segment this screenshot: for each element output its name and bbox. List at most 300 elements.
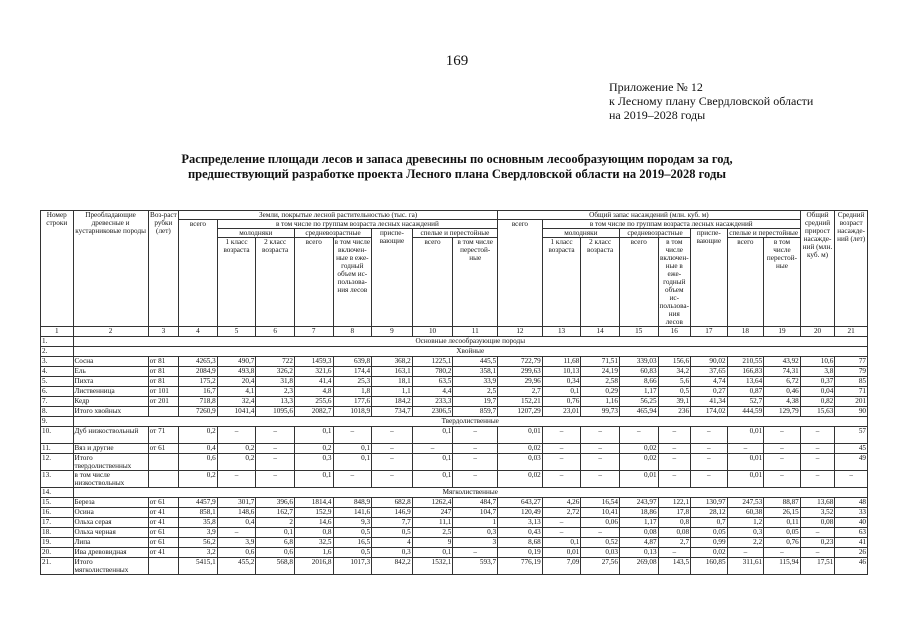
value-cell: 233,3 [412,397,453,407]
header-young-c1: 1 класс возраста [217,238,256,327]
value-cell: 0,1 [256,528,295,538]
value-cell: 842,2 [372,558,413,575]
header-maturing: приспе-вающие [372,229,413,327]
appendix-line-1: Приложение № 12 [609,80,703,94]
value-cell: 0,23 [800,538,835,548]
forest-area-stock-table [40,210,868,575]
value-cell: – [658,471,691,488]
value-cell: 56,25 [619,397,658,407]
value-cell: 0,02 [619,454,658,471]
value-cell: 31,8 [256,377,295,387]
value-cell: 0,01 [727,454,764,471]
table-row [41,518,868,528]
section-row [41,337,868,347]
value-cell: 848,9 [333,498,372,508]
header-s-young-c2: 2 класс возраста [581,238,620,327]
value-cell: – [372,471,413,488]
header-row-number: Номер строки [41,211,74,327]
cutting-age: от 61 [148,538,178,548]
value-cell: – [217,528,256,538]
value-cell: 1017,3 [333,558,372,575]
value-cell: 0,34 [542,377,581,387]
value-cell: 210,55 [727,357,764,367]
row-number: 5. [41,377,74,387]
value-cell: 8,66 [619,377,658,387]
value-cell: 0,82 [800,397,835,407]
value-cell: 23,01 [542,407,581,417]
value-cell: 90,02 [691,357,728,367]
value-cell: 255,6 [294,397,333,407]
value-cell: 859,7 [453,407,498,417]
value-cell: 465,94 [619,407,658,417]
value-cell: 28,12 [691,508,728,518]
species-name: Лиственница [73,387,148,397]
header-middle: средневозрастные [294,229,371,238]
section-row [41,488,868,498]
row-number: 4. [41,367,74,377]
value-cell: 184,2 [372,397,413,407]
value-cell: – [658,454,691,471]
value-cell: 321,6 [294,367,333,377]
value-cell: 40 [835,518,868,528]
cutting-age: от 71 [148,427,178,444]
value-cell: 2,7 [498,387,543,397]
value-cell: 0,2 [294,444,333,454]
value-cell: 358,1 [453,367,498,377]
value-cell: 247,53 [727,498,764,508]
value-cell: 643,27 [498,498,543,508]
value-cell: 311,61 [727,558,764,575]
value-cell: 0,29 [581,387,620,397]
row-number: 1. [41,337,74,347]
value-cell: – [800,454,835,471]
value-cell: 0,1 [294,427,333,444]
value-cell: 0,1 [412,548,453,558]
value-cell: 3,52 [800,508,835,518]
value-cell: 490,7 [217,357,256,367]
value-cell: 0,02 [619,444,658,454]
value-cell: 63,5 [412,377,453,387]
value-cell: 0,6 [179,454,218,471]
value-cell: 0,76 [764,538,801,548]
value-cell: 77 [835,357,868,367]
document-title [0,152,914,182]
value-cell: – [542,454,581,471]
value-cell: – [658,548,691,558]
value-cell: 0,5 [658,387,691,397]
value-cell: – [691,427,728,444]
value-cell: 0,43 [498,528,543,538]
value-cell: 0,5 [333,548,372,558]
value-cell: 493,8 [217,367,256,377]
value-cell: 11,68 [542,357,581,367]
value-cell: 4457,9 [179,498,218,508]
value-cell: – [333,471,372,488]
value-cell: 0,1 [333,454,372,471]
value-cell: 20,4 [217,377,256,387]
value-cell: 14,6 [294,518,333,528]
value-cell: 85 [835,377,868,387]
value-cell: 444,59 [727,407,764,417]
value-cell: 0,2 [217,444,256,454]
table-body [41,327,868,575]
header-middle-total: всего [294,238,333,327]
value-cell: 26,15 [764,508,801,518]
value-cell: – [658,427,691,444]
value-cell: 2306,5 [412,407,453,417]
value-cell: 339,03 [619,357,658,367]
value-cell: 0,7 [691,518,728,528]
species-name: Береза [73,498,148,508]
value-cell: 3 [453,538,498,548]
column-number: 7 [294,327,333,337]
value-cell: 7260,9 [179,407,218,417]
value-cell: 26 [835,548,868,558]
row-number: 21. [41,558,74,575]
header-s-mature-total: всего [727,238,764,327]
value-cell: – [581,528,620,538]
value-cell: 0,02 [498,471,543,488]
value-cell: 2016,8 [294,558,333,575]
value-cell: – [256,444,295,454]
value-cell: 0,06 [581,518,620,528]
value-cell: 0,1 [542,387,581,397]
value-cell: 639,8 [333,357,372,367]
value-cell: 160,85 [691,558,728,575]
species-name: Итого твердолиственных [73,454,148,471]
value-cell: 301,7 [217,498,256,508]
value-cell: 15,63 [800,407,835,417]
value-cell: – [619,427,658,444]
value-cell: 2084,9 [179,367,218,377]
value-cell: – [542,427,581,444]
header-young: молодняки [217,229,294,238]
value-cell: 166,83 [727,367,764,377]
column-number: 3 [148,327,178,337]
value-cell: 0,08 [800,518,835,528]
value-cell: 6,8 [256,538,295,548]
cutting-age [148,471,178,488]
value-cell: 0,08 [619,528,658,538]
value-cell: – [412,444,453,454]
value-cell: 1 [453,518,498,528]
column-number: 18 [727,327,764,337]
cutting-age: от 81 [148,367,178,377]
value-cell: 455,2 [217,558,256,575]
value-cell: 568,8 [256,558,295,575]
value-cell: 201 [835,397,868,407]
value-cell: 0,3 [727,528,764,538]
value-cell: 41,34 [691,397,728,407]
value-cell: 0,6 [256,548,295,558]
value-cell: 0,1 [412,454,453,471]
value-cell: 3,8 [800,367,835,377]
column-number: 11 [453,327,498,337]
cutting-age: от 61 [148,444,178,454]
value-cell: 776,19 [498,558,543,575]
value-cell: 718,8 [179,397,218,407]
value-cell: 3,9 [179,528,218,538]
species-name: Ель [73,367,148,377]
table-row [41,528,868,538]
value-cell: 1041,4 [217,407,256,417]
header-species: Преобладающие древесные и кустарниковые породы [73,211,148,327]
header-stock-group: Общий запас насаждений (млн. куб. м) [498,211,801,220]
value-cell: 0,01 [727,471,764,488]
table-row [41,508,868,518]
value-cell: 1,2 [727,518,764,528]
column-number: 20 [800,327,835,337]
header-s-young-c1: 1 класс возраста [542,238,581,327]
value-cell: 52,7 [727,397,764,407]
value-cell: 104,7 [453,508,498,518]
value-cell: 0,19 [498,548,543,558]
value-cell: 396,6 [256,498,295,508]
value-cell: 722 [256,357,295,367]
row-number: 11. [41,444,74,454]
header-stock-total: всего [498,220,543,327]
value-cell: 3,2 [179,548,218,558]
species-name: Дуб низкоствольный [73,427,148,444]
value-cell: – [256,454,295,471]
column-number: 17 [691,327,728,337]
value-cell: 4,1 [217,387,256,397]
value-cell: 0,1 [412,427,453,444]
value-cell: 141,6 [333,508,372,518]
value-cell: 9,3 [333,518,372,528]
section-title: Хвойные [73,347,868,357]
value-cell: 0,4 [217,518,256,528]
column-number: 9 [372,327,413,337]
value-cell: 0,01 [542,548,581,558]
value-cell: 0,01 [619,471,658,488]
value-cell: 39,1 [658,397,691,407]
header-middle-incl: в том числе включен-ные в еже-годный объем ис-пользова-ния лесов [333,238,372,327]
value-cell: – [453,454,498,471]
value-cell: 46 [835,558,868,575]
value-cell: 0,05 [764,528,801,538]
value-cell: 2082,7 [294,407,333,417]
value-cell: 4265,3 [179,357,218,367]
value-cell: 4,74 [691,377,728,387]
value-cell: 0,13 [619,548,658,558]
cutting-age [148,454,178,471]
value-cell: – [691,471,728,488]
value-cell: 16,7 [179,387,218,397]
value-cell: – [256,427,295,444]
value-cell: 243,97 [619,498,658,508]
value-cell: 0,2 [217,454,256,471]
header-s-middle: средневозрастные [619,229,690,238]
value-cell: 1,6 [294,548,333,558]
value-cell: 156,6 [658,357,691,367]
value-cell: 858,1 [179,508,218,518]
species-name: Итого хвойных [73,407,148,417]
value-cell: 1,16 [581,397,620,407]
value-cell: 18,1 [372,377,413,387]
value-cell: 0,1 [542,538,581,548]
value-cell: 13,3 [256,397,295,407]
value-cell: 4,26 [542,498,581,508]
value-cell: 1459,3 [294,357,333,367]
value-cell: 3,9 [217,538,256,548]
value-cell: 27,56 [581,558,620,575]
row-number: 9. [41,417,74,427]
value-cell: 174,4 [333,367,372,377]
value-cell: 57 [835,427,868,444]
cutting-age: от 201 [148,397,178,407]
value-cell: 3,13 [498,518,543,528]
value-cell: 2 [256,518,295,528]
value-cell: 175,2 [179,377,218,387]
value-cell: 1,8 [333,387,372,397]
value-cell: 0,46 [764,387,801,397]
value-cell: 152,9 [294,508,333,518]
value-cell: 269,08 [619,558,658,575]
value-cell: 2,58 [581,377,620,387]
value-cell: 236 [658,407,691,417]
value-cell: 24,19 [581,367,620,377]
value-cell: 32,5 [294,538,333,548]
value-cell: 0,1 [294,471,333,488]
value-cell: – [581,471,620,488]
value-cell: 163,1 [372,367,413,377]
section-title: Мягколиственные [73,488,868,498]
column-number: 6 [256,327,295,337]
appendix-note [609,80,813,122]
value-cell: 60,38 [727,508,764,518]
table-header [41,211,868,327]
value-cell: 143,5 [658,558,691,575]
value-cell: 13,64 [727,377,764,387]
value-cell: 1,1 [372,387,413,397]
table-row [41,498,868,508]
cutting-age: от 81 [148,377,178,387]
value-cell: 0,76 [542,397,581,407]
cutting-age: от 41 [148,548,178,558]
species-name: в том числе низкоствольных [73,471,148,488]
value-cell: 1095,6 [256,407,295,417]
cutting-age: от 81 [148,357,178,367]
value-cell: 48 [835,498,868,508]
value-cell: 1,17 [619,387,658,397]
row-number: 14. [41,488,74,498]
value-cell: 8,68 [498,538,543,548]
value-cell: – [217,471,256,488]
header-s-middle-incl: в том числе включен-ные в еже-годный объем ис-пользова-ния лесов [659,238,690,326]
column-number: 10 [412,327,453,337]
value-cell: 0,27 [691,387,728,397]
header-age: Воз-раст рубки (лет) [148,211,178,327]
row-number: 17. [41,518,74,528]
value-cell: 10,13 [542,367,581,377]
column-number: 8 [333,327,372,337]
species-name: Ольха черная [73,528,148,538]
value-cell: 0,02 [691,548,728,558]
value-cell: 33,9 [453,377,498,387]
value-cell: 4,38 [764,397,801,407]
value-cell: 4,4 [412,387,453,397]
column-number: 5 [217,327,256,337]
value-cell: – [372,454,413,471]
value-cell: 88,87 [764,498,801,508]
value-cell: 1532,1 [412,558,453,575]
value-cell: – [764,444,801,454]
value-cell: – [542,518,581,528]
value-cell: – [372,444,413,454]
value-cell: – [727,548,764,558]
value-cell: 2,2 [727,538,764,548]
column-number-row [41,327,868,337]
value-cell: 162,7 [256,508,295,518]
value-cell: 0,1 [333,444,372,454]
value-cell: – [217,427,256,444]
table-row [41,454,868,471]
value-cell: – [453,427,498,444]
species-name: Ольха серая [73,518,148,528]
value-cell: 0,52 [581,538,620,548]
value-cell: 2,5 [412,528,453,538]
value-cell: 484,7 [453,498,498,508]
value-cell: 9 [412,538,453,548]
title-line-2: предшествующий разработке проекта Лесного плана Свердловской области на 2019–2028 годы [187,167,727,181]
value-cell: 148,6 [217,508,256,518]
value-cell: 299,63 [498,367,543,377]
value-cell: – [333,427,372,444]
value-cell: – [372,427,413,444]
value-cell: 60,83 [619,367,658,377]
value-cell: 6,72 [764,377,801,387]
species-name: Липа [73,538,148,548]
column-number: 2 [73,327,148,337]
value-cell: 2,7 [658,538,691,548]
value-cell: – [764,471,801,488]
value-cell: 129,79 [764,407,801,417]
value-cell: – [658,444,691,454]
value-cell: 0,02 [498,444,543,454]
cutting-age: от 61 [148,498,178,508]
value-cell: 593,7 [453,558,498,575]
value-cell: 45 [835,444,868,454]
row-number: 3. [41,357,74,367]
value-cell: – [800,444,835,454]
page-number: 169 [445,53,469,69]
table-row [41,357,868,367]
row-number: 19. [41,538,74,548]
header-area-group: Земли, покрытые лесной растительностью (тыс. га) [179,211,498,220]
table-row [41,444,868,454]
value-cell: 368,2 [372,357,413,367]
value-cell: 35,8 [179,518,218,528]
row-number: 16. [41,508,74,518]
table-row [41,377,868,387]
header-stock-incl: в том числе по группам возраста лесных насаждений [542,220,800,229]
value-cell: 0,3 [453,528,498,538]
value-cell: – [581,444,620,454]
value-cell: 18,86 [619,508,658,518]
value-cell: – [542,528,581,538]
table-row [41,548,868,558]
value-cell: 0,2 [179,427,218,444]
species-name: Кедр [73,397,148,407]
row-number: 10. [41,427,74,444]
value-cell: 1018,9 [333,407,372,417]
value-cell: – [800,528,835,538]
table-row [41,397,868,407]
value-cell: 0,3 [294,454,333,471]
column-number: 1 [41,327,74,337]
value-cell: 734,7 [372,407,413,417]
